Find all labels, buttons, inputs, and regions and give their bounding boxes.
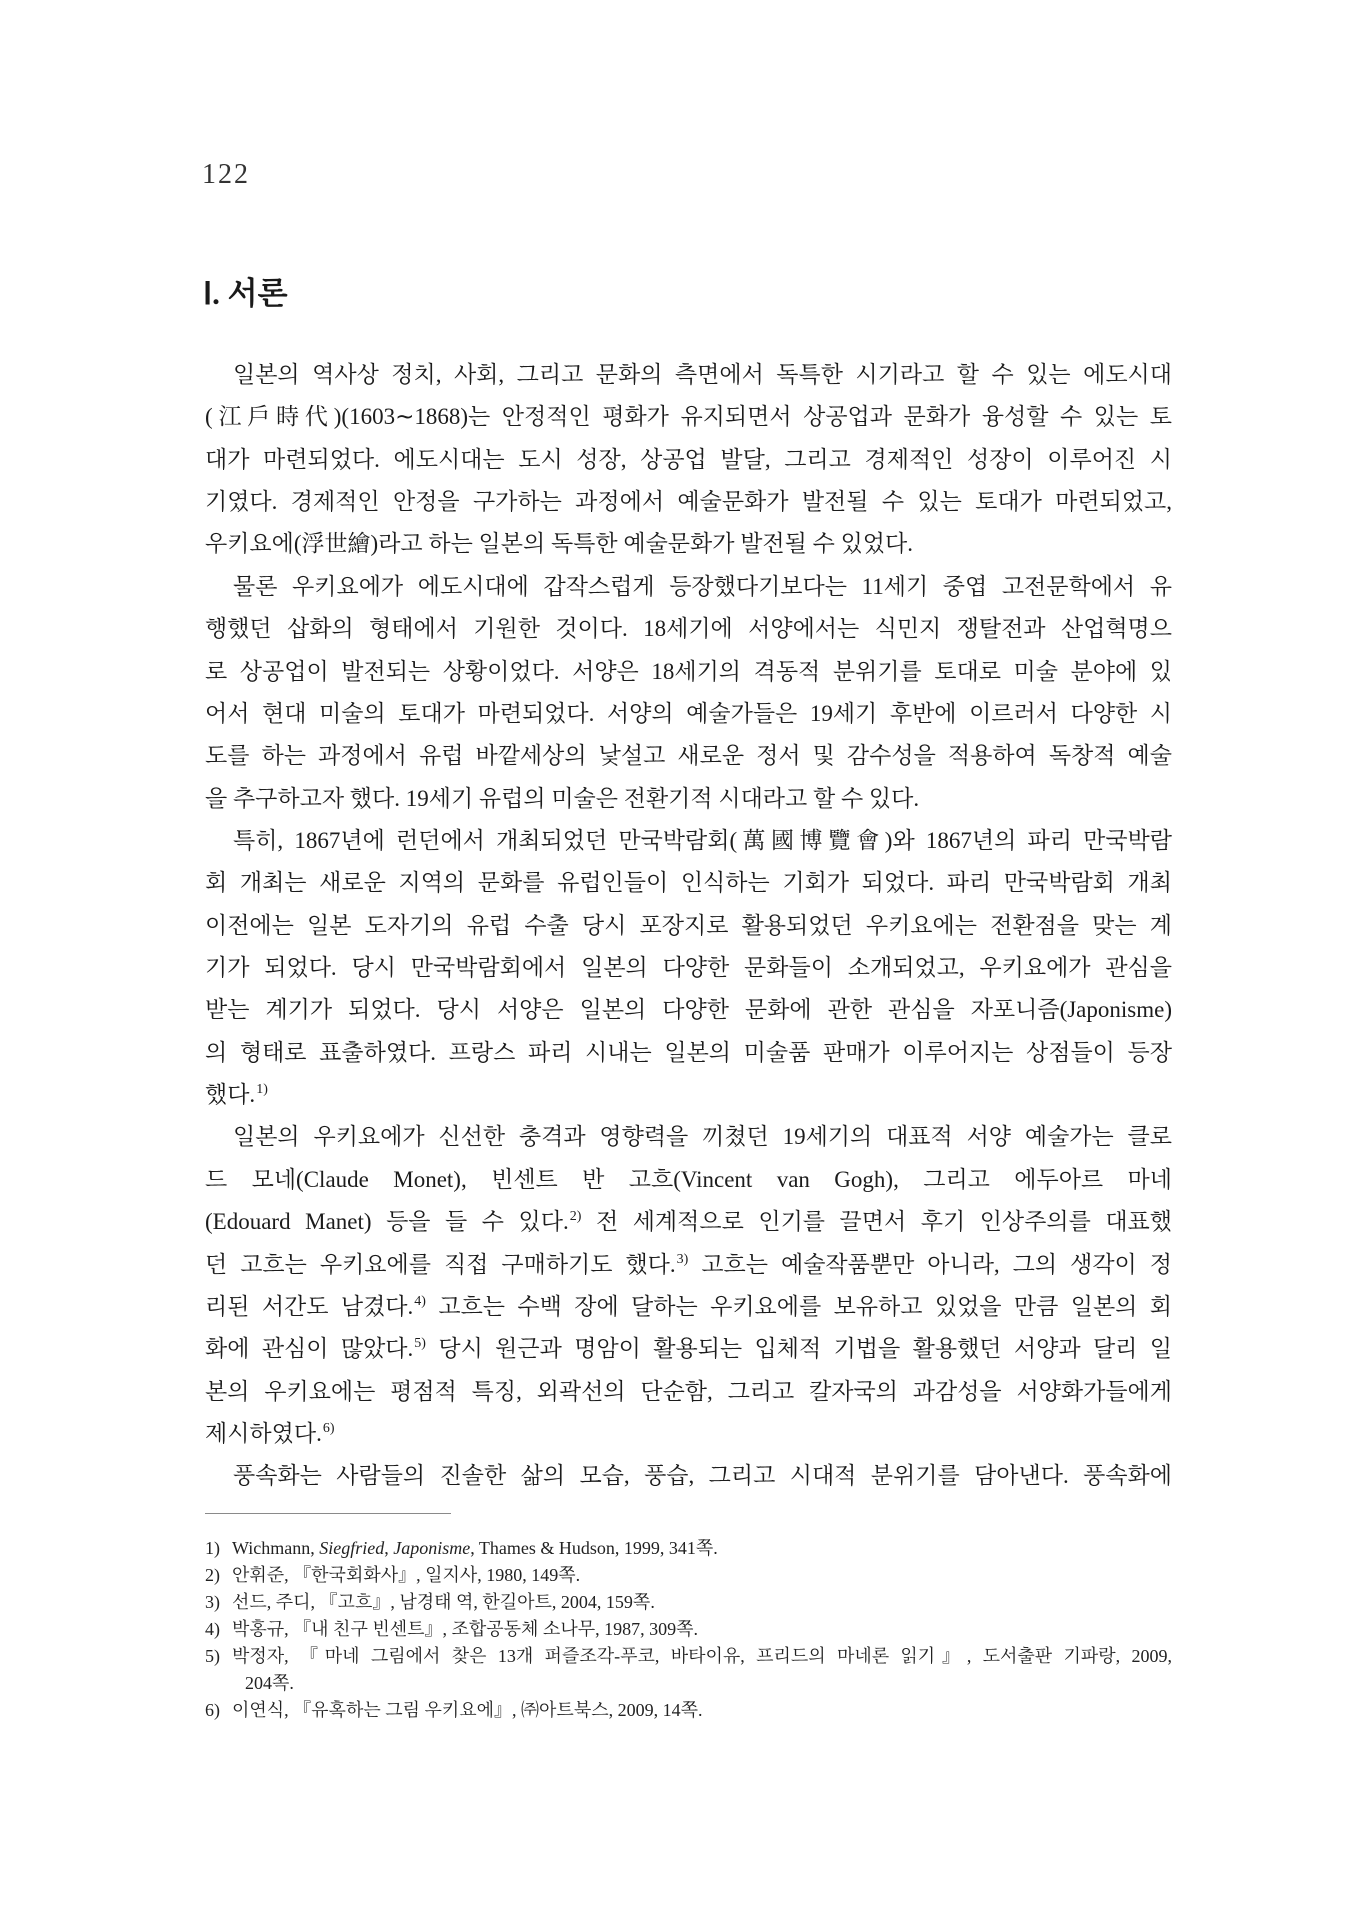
line-text-after: 당시 원근과 명암이 활용되는 입체적 기법을 활용했던 서양과 달리 일: [425, 1336, 1172, 1362]
line-text: 회 개최는 새로운 지역의 문화를 유럽인들이 인식하는 기회가 되었다. 파리 만국박람회 개최: [205, 870, 1172, 896]
body-line: [205, 1159, 1172, 1201]
line-text: 행했던 삽화의 형태에서 기원한 것이다. 18세기에 서양에서는 식민지 쟁탈전과 산업혁명으: [205, 616, 1172, 642]
footnote-ref-marker: 2): [569, 1209, 582, 1225]
body-line: [205, 735, 1172, 777]
footnotes: [205, 1535, 1172, 1724]
line-text: 했다.: [205, 1082, 256, 1108]
paragraph: [205, 1455, 1172, 1497]
body-line: [205, 354, 1172, 396]
body-line: [205, 608, 1172, 650]
line-text-after: 고흐는 예술작품뿐만 아니라, 그의 생각이 정: [688, 1251, 1172, 1277]
footnote-number: 2): [205, 1565, 220, 1585]
line-text: 특히, 1867년에 런던에서 개최되었던 만국박람회(萬國博覽會)와 1867년의 파리 만국박람: [233, 827, 1172, 853]
body-line: [205, 1201, 1172, 1243]
line-text: 대가 마련되었다. 에도시대는 도시 성장, 상공업 발달, 그리고 경제적인 성장이 이루어진 시: [205, 446, 1172, 472]
line-text: 리된 서간도 남겼다.: [205, 1293, 414, 1319]
section-title: Ⅰ. 서론: [203, 276, 288, 311]
body-line: [205, 820, 1172, 862]
footnote-ref-marker: 6): [322, 1420, 335, 1436]
body-line: [205, 1328, 1172, 1370]
footnote-continuation: [205, 1670, 1172, 1697]
footnote-text: , Thames & Hudson, 1999, 341쪽.: [470, 1538, 718, 1558]
footnote-text: Wichmann,: [232, 1538, 320, 1558]
line-text: 던 고흐는 우키요에를 직접 구매하기도 했다.: [205, 1251, 676, 1277]
line-text: 의 형태로 표출하였다. 프랑스 파리 시내는 일본의 미술품 판매가 이루어지는 상점들이 등장: [205, 1039, 1172, 1065]
body-line: [205, 947, 1172, 989]
footnote: [205, 1562, 1172, 1589]
body-line: [205, 523, 1172, 565]
line-text: 도를 하는 과정에서 유럽 바깥세상의 낯설고 새로운 정서 및 감수성을 적용하여 독창적 예술: [205, 743, 1172, 769]
footnote-text: ,: [384, 1538, 394, 1558]
body-line: [205, 481, 1172, 523]
footnote-text: 안휘준, 『한국회화사』, 일지사, 1980, 149쪽.: [232, 1565, 581, 1585]
body-text: [205, 354, 1172, 1498]
body-line: [205, 1032, 1172, 1074]
line-text: 화에 관심이 많았다.: [205, 1336, 414, 1362]
footnote-ref-marker: 3): [676, 1251, 689, 1267]
line-text-after: 전 세계적으로 인기를 끌면서 후기 인상주의를 대표했: [581, 1209, 1172, 1235]
footnote: [205, 1616, 1172, 1643]
footnote-number: 3): [205, 1592, 220, 1612]
page-number: 122: [202, 159, 250, 190]
body-line: [205, 1286, 1172, 1328]
body-line: [205, 778, 1172, 820]
line-text: 받는 계기가 되었다. 당시 서양은 일본의 다양한 문화에 관한 관심을 자포니즘(Japonisme): [205, 997, 1172, 1023]
line-text: 본의 우키요에는 평점적 특징, 외곽선의 단순함, 그리고 칼자국의 과감성을 서양화가들에게: [205, 1378, 1172, 1404]
line-text: 이전에는 일본 도자기의 유럽 수출 당시 포장지로 활용되었던 우키요에는 전환점을 맞는 계: [205, 912, 1172, 938]
body-line: [205, 651, 1172, 693]
line-text: 풍속화는 사람들의 진솔한 삶의 모습, 풍습, 그리고 시대적 분위기를 담아낸다. 풍속화에: [233, 1463, 1172, 1489]
body-line: [205, 989, 1172, 1031]
line-text: 을 추구하고자 했다. 19세기 유럽의 미술은 전환기적 시대라고 할 수 있다.: [205, 785, 920, 811]
body-line: [205, 1244, 1172, 1286]
body-line: [205, 1116, 1172, 1158]
body-line: [205, 1371, 1172, 1413]
footnote: [205, 1643, 1172, 1670]
line-text: 기였다. 경제적인 안정을 구가하는 과정에서 예술문화가 발전될 수 있는 토대가 마련되었고,: [205, 489, 1172, 515]
footnote-number: 6): [205, 1700, 220, 1720]
line-text: 제시하였다.: [205, 1420, 322, 1446]
line-text: 일본의 우키요에가 신선한 충격과 영향력을 끼쳤던 19세기의 대표적 서양 예술가는 클로: [233, 1124, 1172, 1150]
line-text: 어서 현대 미술의 토대가 마련되었다. 서양의 예술가들은 19세기 후반에 이르러서 다양한 시: [205, 700, 1172, 726]
body-line: [205, 439, 1172, 481]
body-line: [205, 1413, 1172, 1455]
footnote-text: 박홍규, 『내 친구 빈센트』, 조합공동체 소나무, 1987, 309쪽.: [232, 1619, 698, 1639]
line-text: 로 상공업이 발전되는 상황이었다. 서양은 18세기의 격동적 분위기를 토대로 미술 분야에 있: [205, 658, 1172, 684]
footnote-italic-text: Siegfried: [319, 1538, 385, 1558]
footnote-text: 204쪽.: [245, 1673, 294, 1693]
paragraph: [205, 566, 1172, 820]
footnote-text: 이연식, 『유혹하는 그림 우키요에』, ㈜아트북스, 2009, 14쪽.: [232, 1700, 703, 1720]
line-text: 드 모네(Claude Monet), 빈센트 반 고흐(Vincent van Gogh), 그리고 에두아르 마네: [205, 1166, 1172, 1192]
body-line: [205, 396, 1172, 438]
body-line: [205, 862, 1172, 904]
body-line: [205, 905, 1172, 947]
footnote-italic-text: Japonisme: [393, 1538, 471, 1558]
footnote: [205, 1697, 1172, 1724]
body-line: [205, 693, 1172, 735]
line-text: 일본의 역사상 정치, 사회, 그리고 문화의 측면에서 독특한 시기라고 할 수 있는 에도시대: [233, 362, 1172, 387]
footnote-divider: [205, 1513, 451, 1514]
body-line: [205, 1074, 1172, 1116]
footnote: [205, 1589, 1172, 1616]
paragraph: [205, 820, 1172, 1117]
body-line: [205, 1455, 1172, 1497]
line-text: 우키요에(浮世繪)라고 하는 일본의 독특한 예술문화가 발전될 수 있었다.: [205, 531, 913, 557]
footnote-text: 박정자, 『마네 그림에서 찾은 13개 퍼즐조각-푸코, 바타이유, 프리드의 마네론 읽기』, 도서출판 기파랑, 2009,: [232, 1646, 1172, 1666]
line-text: 기가 되었다. 당시 만국박람회에서 일본의 다양한 문화들이 소개되었고, 우키요에가 관심을: [205, 955, 1172, 981]
footnote-ref-marker: 1): [256, 1082, 268, 1098]
footnote-text: 선드, 주디, 『고흐』, 남경태 역, 한길아트, 2004, 159쪽.: [232, 1592, 655, 1612]
footnote-ref-marker: 5): [414, 1336, 426, 1352]
footnote-number: 4): [205, 1619, 220, 1639]
line-text-after: 고흐는 수백 장에 달하는 우키요에를 보유하고 있었을 만큼 일본의 회: [425, 1293, 1172, 1319]
footnote-number: 5): [205, 1646, 220, 1666]
body-line: [205, 566, 1172, 608]
line-text: (江戶時代)(1603∼1868)는 안정적인 평화가 유지되면서 상공업과 문화가 융성할 수 있는 토: [205, 404, 1172, 430]
line-text: 물론 우키요에가 에도시대에 갑작스럽게 등장했다기보다는 11세기 중엽 고전문학에서 유: [233, 573, 1172, 599]
footnote: [205, 1535, 1172, 1562]
footnote-number: 1): [205, 1538, 220, 1558]
paragraph: [205, 1116, 1172, 1455]
footnote-ref-marker: 4): [414, 1293, 426, 1309]
line-text: (Edouard Manet) 등을 들 수 있다.: [205, 1209, 569, 1235]
paragraph: [205, 354, 1172, 566]
